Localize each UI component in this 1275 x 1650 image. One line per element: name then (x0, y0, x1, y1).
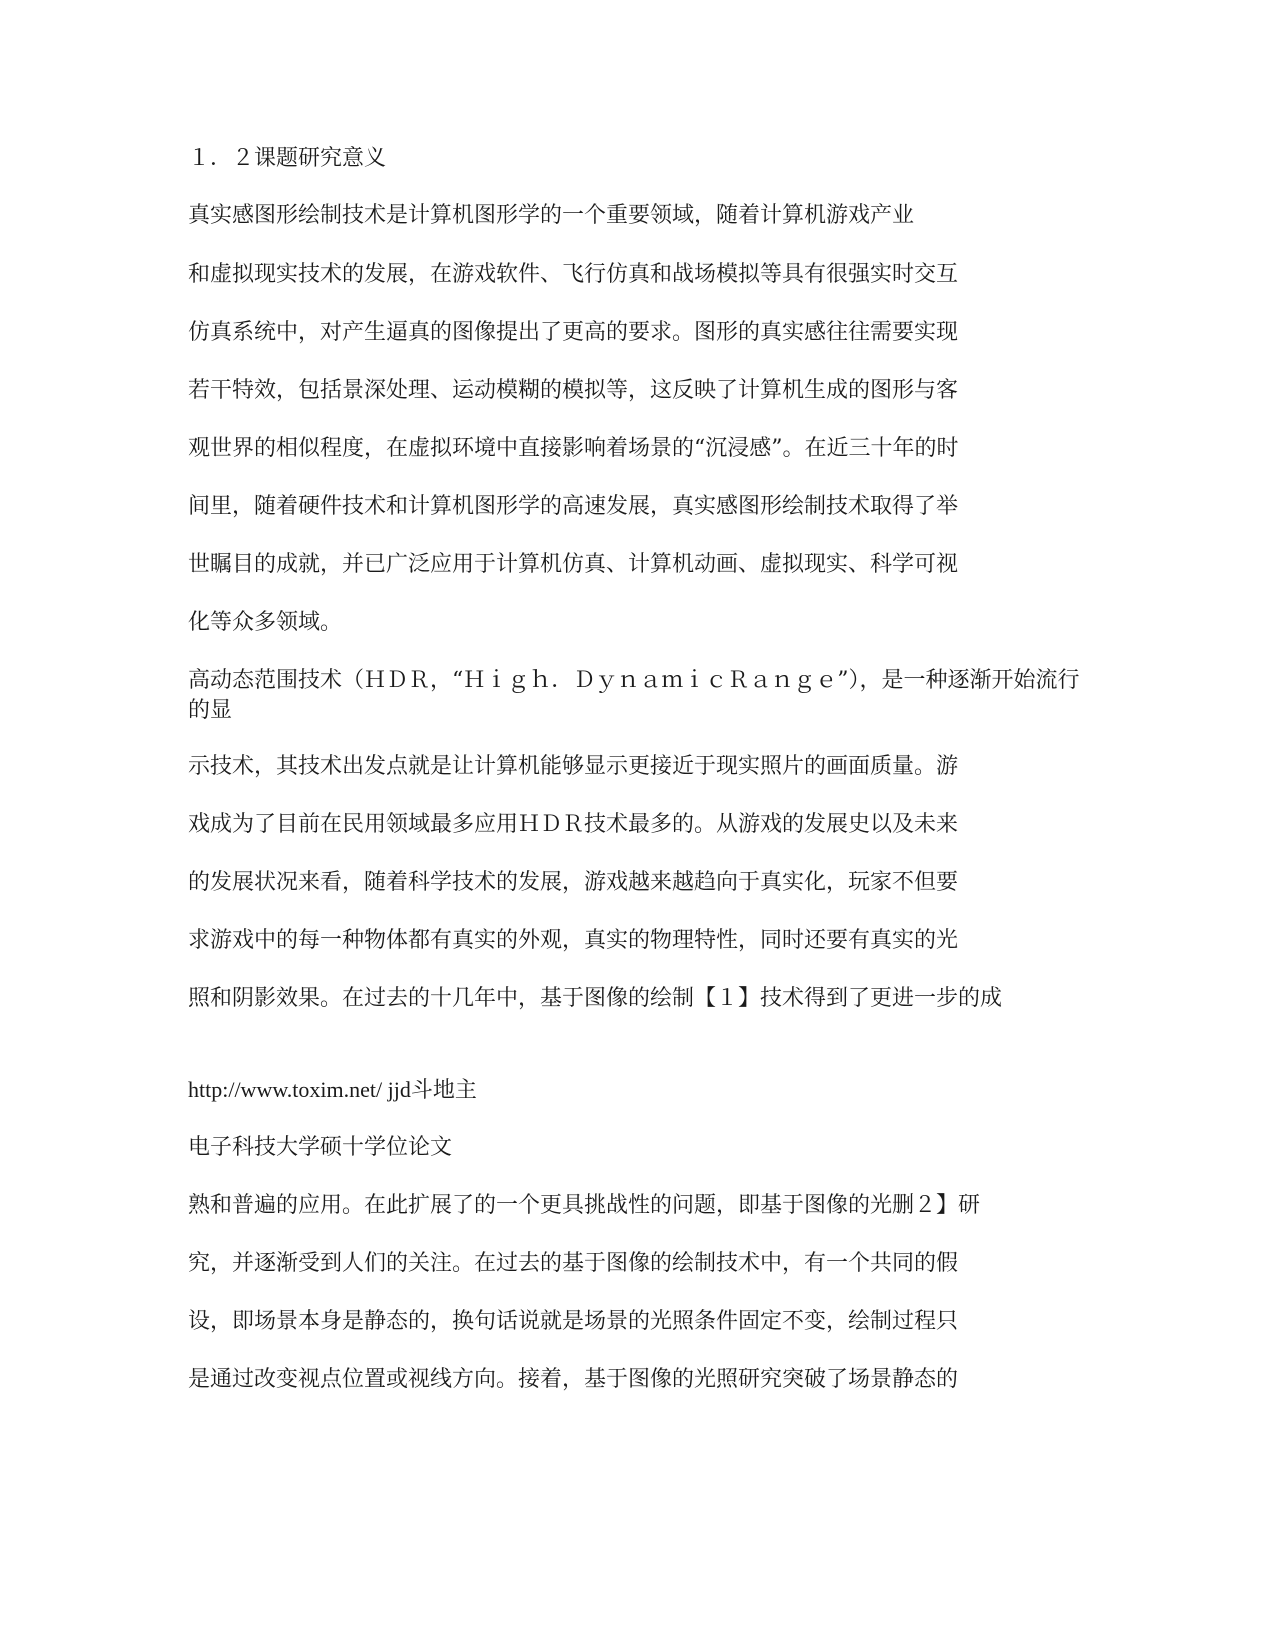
paragraph-line: 示技术，其技术出发点就是让计算机能够显示更接近于现实照片的画面质量。游 (188, 754, 959, 779)
paragraph-line: 世瞩目的成就，并已广泛应用于计算机仿真、计算机动画、虚拟现实、科学可视 (188, 552, 959, 577)
paragraph-line: 若干特效，包括景深处理、运动模糊的模拟等，这反映了计算机生成的图形与客 (188, 378, 959, 403)
paragraph-line: 观世界的相似程度，在虚拟环境中直接影响着场景的“沉浸感”。在近三十年的时 (188, 436, 959, 461)
paragraph-line: 究，并逐渐受到人们的关注。在过去的基于图像的绘制技术中，有一个共同的假 (188, 1251, 959, 1276)
paragraph-line: 间里，随着硬件技术和计算机图形学的高速发展，真实感图形绘制技术取得了举 (188, 494, 959, 519)
paragraph-line: 和虚拟现实技术的发展，在游戏软件、飞行仿真和战场模拟等具有很强实时交互 (188, 262, 959, 287)
paragraph-line: 仿真系统中，对产生逼真的图像提出了更高的要求。图形的真实感往往需要实现 (188, 320, 959, 345)
paragraph-line: 求游戏中的每一种物体都有真实的外观，真实的物理特性，同时还要有真实的光 (188, 928, 959, 953)
paragraph-line: 高动态范围技术（ＨＤＲ，“Ｈｉｇｈ．ＤｙｎａｍｉｃＲａｎｇｅ”），是一种逐渐开始流行的显 (188, 668, 1080, 723)
paragraph-line: 是通过改变视点位置或视线方向。接着，基于图像的光照研究突破了场景静态的 (188, 1367, 959, 1392)
paragraph-line: 熟和普遍的应用。在此扩展了的一个更具挑战性的问题，即基于图像的光删２】研 (188, 1193, 981, 1218)
paragraph-line: 设，即场景本身是静态的，换句话说就是场景的光照条件固定不变，绘制过程只 (188, 1309, 959, 1334)
paragraph-line: 真实感图形绘制技术是计算机图形学的一个重要领域，随着计算机游戏产业 (188, 203, 915, 228)
paragraph-line: 化等众多领域。 (188, 610, 343, 635)
paragraph-line: 戏成为了目前在民用领域最多应用ＨＤＲ技术最多的。从游戏的发展史以及未来 (188, 812, 959, 837)
paragraph-line: 的发展状况来看，随着科学技术的发展，游戏越来越趋向于真实化，玩家不但要 (188, 870, 959, 895)
running-header: 电子科技大学硕十学位论文 (188, 1135, 453, 1160)
paragraph-line: 照和阴影效果。在过去的十几年中，基于图像的绘制【１】技术得到了更进一步的成 (188, 986, 1003, 1011)
section-heading: １．２课题研究意义 (188, 146, 387, 171)
watermark-link[interactable]: http://www.toxim.net/ jjd斗地主 (188, 1077, 477, 1102)
